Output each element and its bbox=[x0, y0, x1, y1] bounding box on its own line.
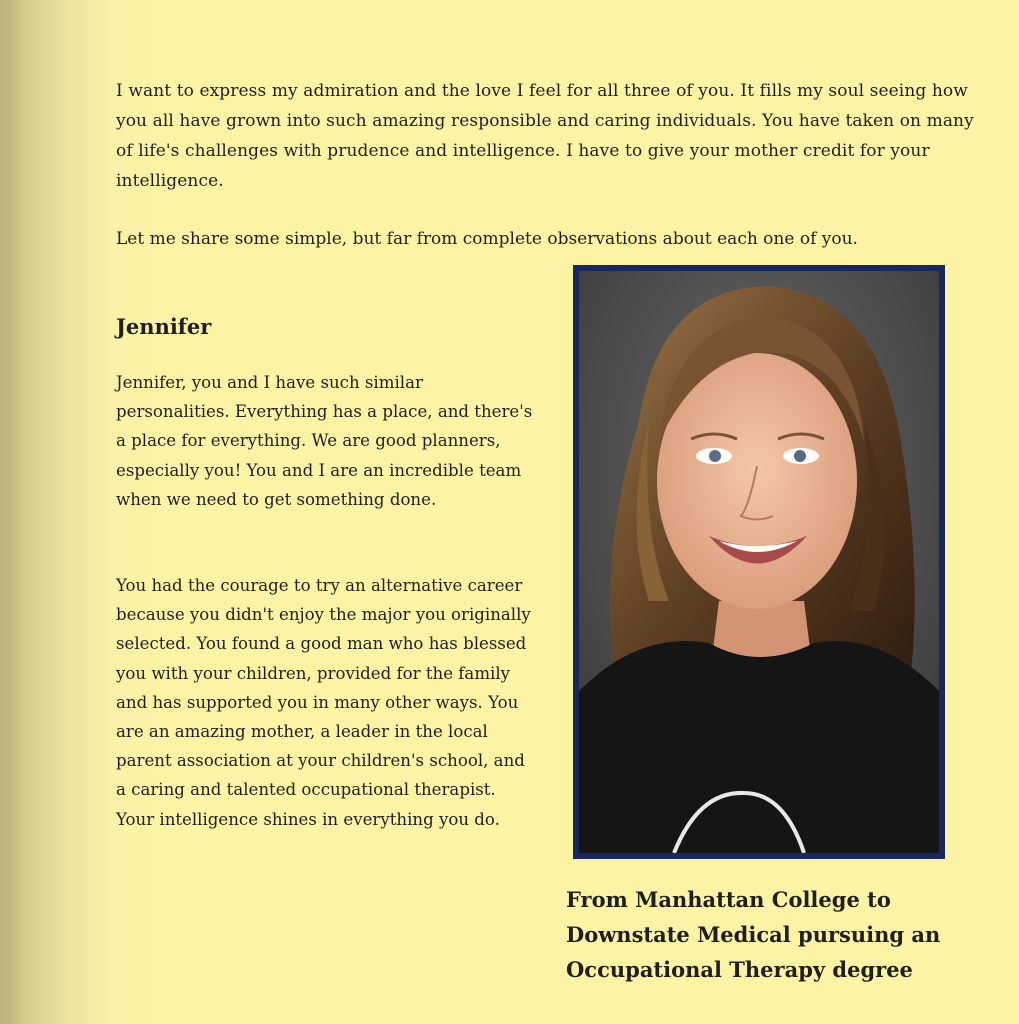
jennifer-paragraph-2: You had the courage to try an alternative career because you didn't enjoy the major you originally selected. You found a good man who has blessed you with your children, provided for the family and has supported you in many other ways. You are an amazing mother, a leader in the local parent association at your children's school, and a caring and talented occupational therapist. Your intelligence shines in everything you do. bbox=[116, 576, 531, 829]
section-heading-jennifer: Jennifer bbox=[116, 314, 212, 339]
photo-caption bbox=[566, 882, 1006, 987]
intro-observations-line: Let me share some simple, but far from complete observations about each one of you. bbox=[116, 229, 858, 249]
caption-line-1: From Manhattan College to bbox=[566, 887, 891, 912]
intro-paragraph: I want to express my admiration and the love I feel for all three of you. It fills my soul seeing how you all have grown into such amazing responsible and caring individuals. You have taken on many of life's challenges with prudence and intelligence. I have to give your mother credit for your intelligence. bbox=[116, 81, 974, 191]
caption-line-2: Downstate Medical pursuing an bbox=[566, 922, 941, 947]
portrait-illustration bbox=[579, 271, 939, 853]
portrait-photo bbox=[573, 265, 945, 859]
jennifer-paragraph-1: Jennifer, you and I have such similar personalities. Everything has a place, and there's a place for everything. We are good planners, especially you! You and I are an incredible team when we need to get something done. bbox=[116, 373, 533, 509]
caption-line-3: Occupational Therapy degree bbox=[566, 957, 913, 982]
